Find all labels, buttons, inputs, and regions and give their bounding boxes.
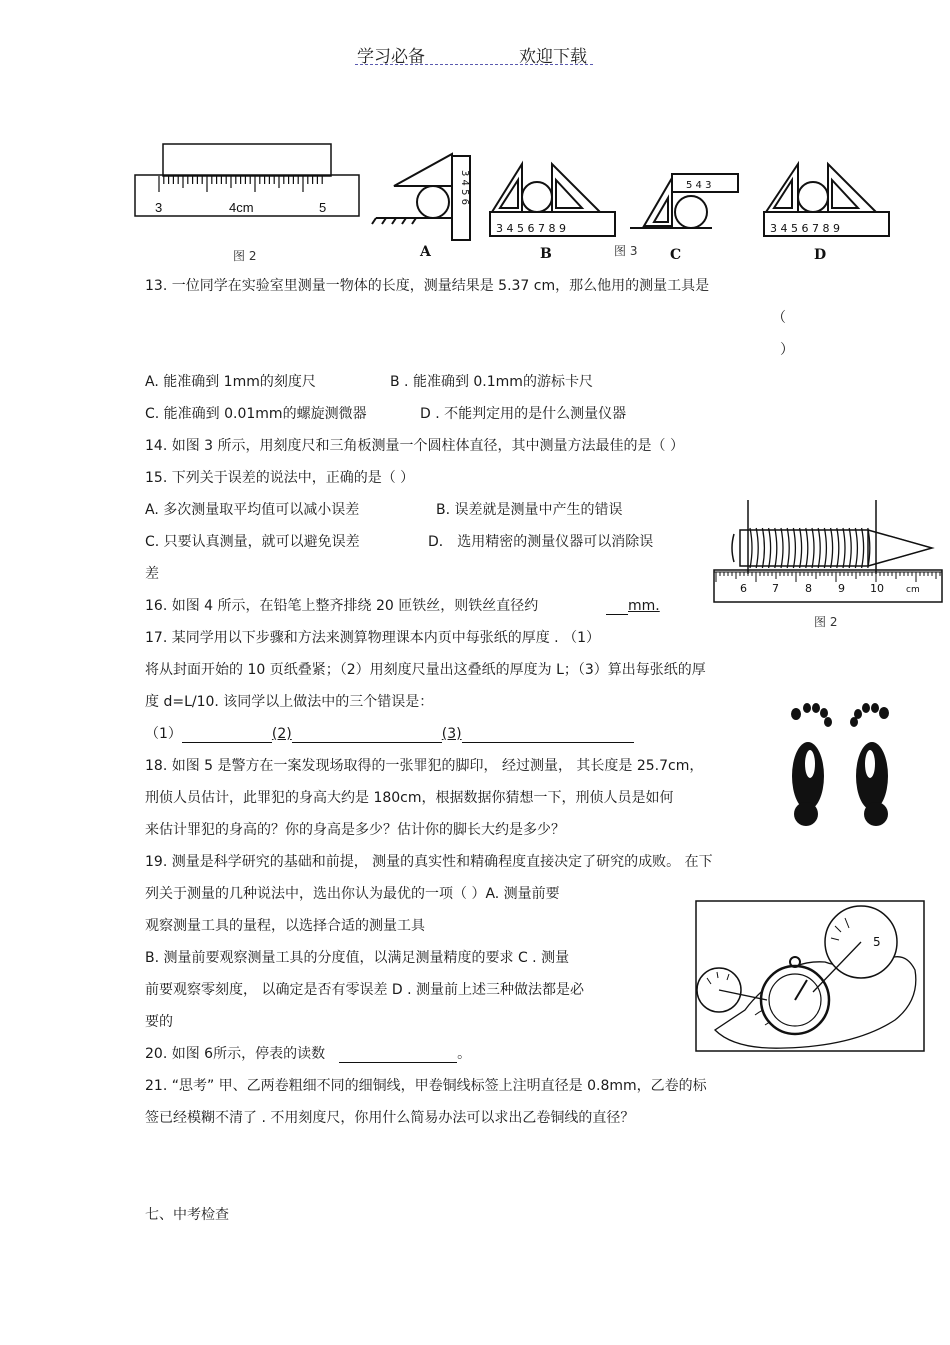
q20-end: 。: [457, 1046, 472, 1062]
label-c: C: [670, 247, 682, 263]
q21-text-2: 签已经模糊不清了 . 不用刻度尺，你用什么简易办法可以求出乙卷铜线的直径？: [145, 1110, 635, 1126]
q13-option-d: D . 不能判定用的是什么测量仪器: [420, 406, 627, 422]
coil-turn: [831, 528, 833, 568]
scale-d: 3 4 5 6 7 8 9: [770, 222, 840, 235]
coil-turn: [756, 528, 758, 568]
header-underline: [355, 64, 593, 65]
fig2-caption: 图 2: [233, 249, 257, 263]
figure-footprints: [780, 700, 905, 828]
q17-blank-3[interactable]: [462, 728, 634, 743]
q16-blank[interactable]: [606, 600, 628, 615]
q16-unit-text: mm.: [628, 598, 660, 614]
coil-label-8: 8: [805, 582, 812, 595]
q17-text-2: 将从封面开始的 10 页纸叠紧；（2）用刻度尺量出这叠纸的厚度为 L；（3）算出每张纸的厚: [145, 662, 706, 678]
q13-option-a: A. 能准确到 1mm的刻度尺: [145, 374, 316, 390]
coil-label-9: 9: [838, 582, 845, 595]
q18-text: 18. 如图 5 是警方在一案发现场取得的一张罪犯的脚印， 经过测量， 其长度是 25.7cm，: [145, 758, 704, 774]
coil-label-10: 10: [870, 582, 884, 595]
label-d: D: [814, 247, 827, 263]
coil-turn: [843, 528, 845, 568]
q18-text-2: 刑侦人员估计，此罪犯的身高大约是 180cm，根据数据你猜想一下，刑侦人员是如何: [145, 790, 674, 806]
coil-turn: [849, 528, 851, 568]
q13-paren-open: （: [772, 310, 786, 326]
coil-turn: [775, 528, 777, 568]
coil-turn: [769, 528, 771, 568]
coil-turn: [818, 528, 820, 568]
q20-blank[interactable]: [339, 1048, 457, 1063]
figure-stopwatch: [695, 900, 925, 1052]
fig3-caption: 图 3: [614, 244, 638, 258]
q21-text: 21. “思考” 甲、乙两卷粗细不同的细铜线，甲卷铜线标签上注明直径是 0.8mm，乙卷的标: [145, 1078, 707, 1094]
q15-option-c: C. 只要认真测量，就可以避免误差: [145, 534, 360, 550]
q15-option-d: D． 选用精密的测量仪器可以消除误: [428, 534, 654, 550]
q14-text: 14. 如图 3 所示，用刻度尺和三角板测量一个圆柱体直径，其中测量方法最佳的是（ ）: [145, 438, 684, 454]
ruler-label-5: 5: [319, 200, 327, 215]
figure-ruler: [135, 144, 360, 219]
label-b: B: [540, 246, 552, 262]
q16-text: 16. 如图 4 所示，在铅笔上整齐排绕 20 匝铁丝，则铁丝直径约: [145, 598, 539, 614]
q19-text-2: 列关于测量的几种说法中，选出你认为最优的一项（ ）A. 测量前要: [145, 886, 560, 902]
scale-a: 3 4 5 6: [459, 170, 470, 205]
q19-text-6: 要的: [145, 1014, 173, 1030]
coil-turn: [781, 528, 783, 568]
q16-unit: [606, 597, 660, 615]
coil-turn: [862, 528, 864, 568]
coil-turn: [762, 528, 764, 568]
coil-turn: [824, 528, 826, 568]
q20-label: 20. 如图 6所示，停表的读数: [145, 1046, 326, 1062]
q13-option-b: B . 能准确到 0.1mm的游标卡尺: [390, 374, 593, 390]
q17-blanks: [145, 725, 634, 743]
coil-turn: [812, 528, 814, 568]
label-a: A: [420, 244, 431, 260]
coil-turn: [855, 528, 857, 568]
ruler-label-3: 3: [155, 200, 163, 215]
scale-c: 5 4 3: [686, 180, 712, 191]
q17-blank-1[interactable]: [182, 728, 272, 743]
setup-a: [372, 154, 470, 240]
coil-label-6: 6: [740, 582, 747, 595]
q15-option-b: B. 误差就是测量中产生的错误: [436, 502, 623, 518]
q19-text: 19. 测量是科学研究的基础和前提， 测量的真实性和精确程度直接决定了研究的成败。 在下: [145, 854, 713, 870]
coil-turn: [793, 528, 795, 568]
setup-c: [630, 174, 738, 228]
svg-text:5: 5: [873, 935, 881, 949]
coil-turn: [800, 528, 802, 568]
q17-blank-2[interactable]: [292, 728, 442, 743]
q17-blank-1-label: （1）: [145, 726, 182, 742]
scale-b: 3 4 5 6 7 8 9: [496, 222, 566, 235]
q20-text: [145, 1045, 471, 1063]
q13-text: 13. 一位同学在实验室里测量一物体的长度，测量结果是 5.37 cm，那么他用的测量工具是: [145, 278, 710, 294]
coil-turn: [806, 528, 808, 568]
figure-3-setups: [372, 150, 907, 265]
figure-coil: [710, 500, 945, 606]
q17-text-3: 度 d=L/10. 该同学以上做法中的三个错误是：: [145, 694, 434, 710]
q17-blank-2-label: (2): [271, 726, 292, 742]
q19-text-4: B. 测量前要观察测量工具的分度值，以满足测量精度的要求 C . 测量: [145, 950, 570, 966]
q15-option-a: A. 多次测量取平均值可以减小误差: [145, 502, 360, 518]
coil-turn: [837, 528, 839, 568]
q15-option-d-cont: 差: [145, 566, 159, 582]
q18-text-3: 来估计罪犯的身高的？你的身高是多少？估计你的脚长大约是多少？: [145, 822, 565, 838]
header-left: 学习必备: [357, 47, 425, 67]
q17-text: 17. 某同学用以下步骤和方法来测算物理课本内页中每张纸的厚度 . （1）: [145, 630, 600, 646]
q19-text-5: 前要观察零刻度， 以确定是否有零误差 D . 测量前上述三种做法都是必: [145, 982, 585, 998]
coil-turn: [787, 528, 789, 568]
coil-label-7: 7: [772, 582, 779, 595]
q17-blank-3-label: (3): [441, 726, 462, 742]
coil-label-cm: cm: [906, 585, 920, 595]
q13-option-c: C. 能准确到 0.01mm的螺旋测微器: [145, 406, 367, 422]
q15-text: 15. 下列关于误差的说法中，正确的是（ ）: [145, 470, 415, 486]
ruler-label-4cm: 4cm: [229, 200, 254, 215]
header-right: 欢迎下载: [519, 47, 587, 67]
q13-paren-close: ）: [780, 342, 794, 358]
fig4-caption: 图 2: [814, 615, 838, 629]
coil-turn: [750, 528, 752, 568]
section-7-heading: 七、中考检查: [145, 1207, 229, 1223]
q19-text-3: 观察测量工具的量程，以选择合适的测量工具: [145, 918, 425, 934]
